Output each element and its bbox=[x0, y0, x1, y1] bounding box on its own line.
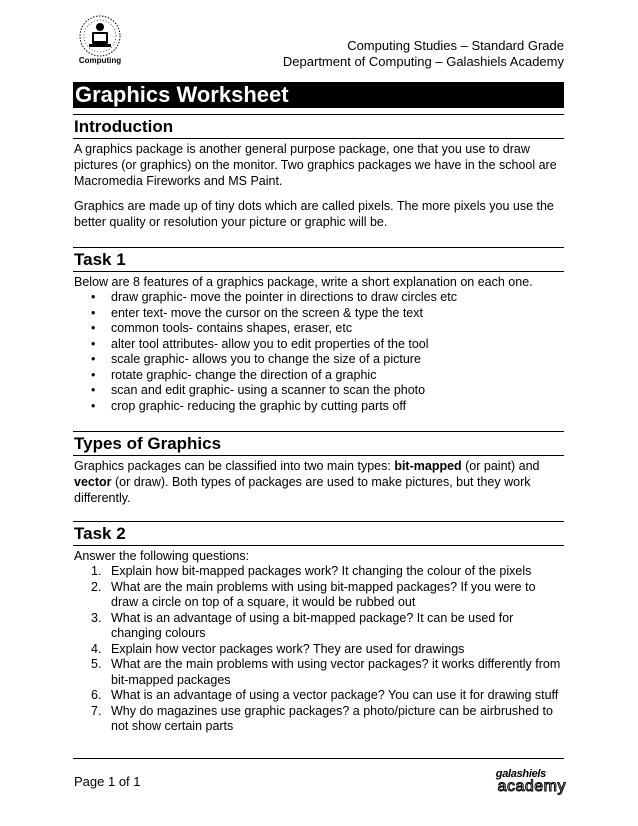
list-item: • scale graphic- allows you to change the size of a picture bbox=[74, 352, 566, 368]
task1-heading: Task 1 bbox=[74, 250, 126, 269]
list-item: • enter text- move the cursor on the screen & type the text bbox=[74, 306, 566, 322]
list-item: • scan and edit graphic- using a scanner to scan the photo bbox=[74, 383, 566, 399]
divider bbox=[73, 521, 564, 522]
types-heading: Types of Graphics bbox=[74, 434, 222, 453]
list-item: 4. Explain how vector packages work? They are used for drawings bbox=[91, 641, 465, 656]
list-item: 1. Explain how bit-mapped packages work? It changing the colour of the pixels bbox=[91, 564, 532, 578]
task1-feature-list bbox=[74, 290, 566, 414]
divider bbox=[73, 114, 564, 115]
list-item: • crop graphic- reducing the graphic by cutting parts off bbox=[74, 399, 566, 415]
header-line-2: Department of Computing – Galashiels Academy bbox=[282, 54, 564, 69]
list-item: 7. Why do magazines use graphic packages? a photo/picture can be airbrushed to not show certain parts bbox=[91, 703, 553, 733]
list-item: 3. What is an advantage of using a bit-mapped package? It can be used for changing colours bbox=[91, 610, 514, 640]
task2-heading: Task 2 bbox=[74, 524, 126, 543]
computing-logo bbox=[73, 14, 127, 66]
bit-mapped-term: bit-mapped bbox=[394, 459, 462, 473]
list-item: 5. What are the main problems with using vector packages? it works differently from bit-mapped packages bbox=[91, 657, 561, 687]
divider bbox=[73, 271, 564, 272]
task2-intro: Answer the following questions: bbox=[74, 549, 250, 563]
list-item: • alter tool attributes- allow you to edit properties of the tool bbox=[74, 337, 566, 353]
page-number: Page 1 of 1 bbox=[74, 774, 141, 789]
divider bbox=[73, 138, 564, 139]
list-item: 6. What is an advantage of using a vector package? You can use it for drawing stuff bbox=[91, 688, 559, 702]
divider bbox=[73, 247, 564, 248]
task2-question-list bbox=[74, 564, 566, 735]
page-title: Graphics Worksheet bbox=[73, 82, 564, 108]
vector-term: vector bbox=[74, 475, 112, 489]
logo-label: Computing bbox=[78, 56, 122, 65]
list-item: • rotate graphic- change the direction of a graphic bbox=[74, 368, 566, 384]
divider bbox=[73, 455, 564, 456]
introduction-heading: Introduction bbox=[74, 117, 174, 136]
introduction-paragraph-2: Graphics are made up of tiny dots which are called pixels. The more pixels you use the better quality or resolution your picture or graphic will be. bbox=[74, 199, 554, 229]
introduction-paragraph-1: A graphics package is another general purpose package, one that you use to draw pictures (or graphics) on the monitor. Two graphics packages we have in the school are Macromedia Fireworks and MS Paint. bbox=[74, 142, 557, 188]
list-item: 2. What are the main problems with using bit-mapped packages? If you were to draw a circle on top of a square, it would be rubbed out bbox=[91, 579, 536, 609]
list-item: • draw graphic- move the pointer in directions to draw circles etc bbox=[74, 290, 566, 306]
document-header bbox=[283, 38, 564, 70]
divider bbox=[73, 431, 564, 432]
divider bbox=[73, 545, 564, 546]
header-line-1: Computing Studies – Standard Grade bbox=[347, 38, 564, 53]
list-item: • common tools- contains shapes, eraser, etc bbox=[74, 321, 566, 337]
footer-divider bbox=[73, 758, 564, 759]
galashiels-academy-logo: galashiels academy bbox=[495, 768, 566, 795]
task1-intro: Below are 8 features of a graphics package, write a short explanation on each one. bbox=[74, 275, 533, 289]
types-paragraph: Graphics packages can be classified into two main types: bit-mapped (or paint) and vector (or draw). Both types of packages are used to make pictures, but they work differently. bbox=[74, 459, 540, 505]
